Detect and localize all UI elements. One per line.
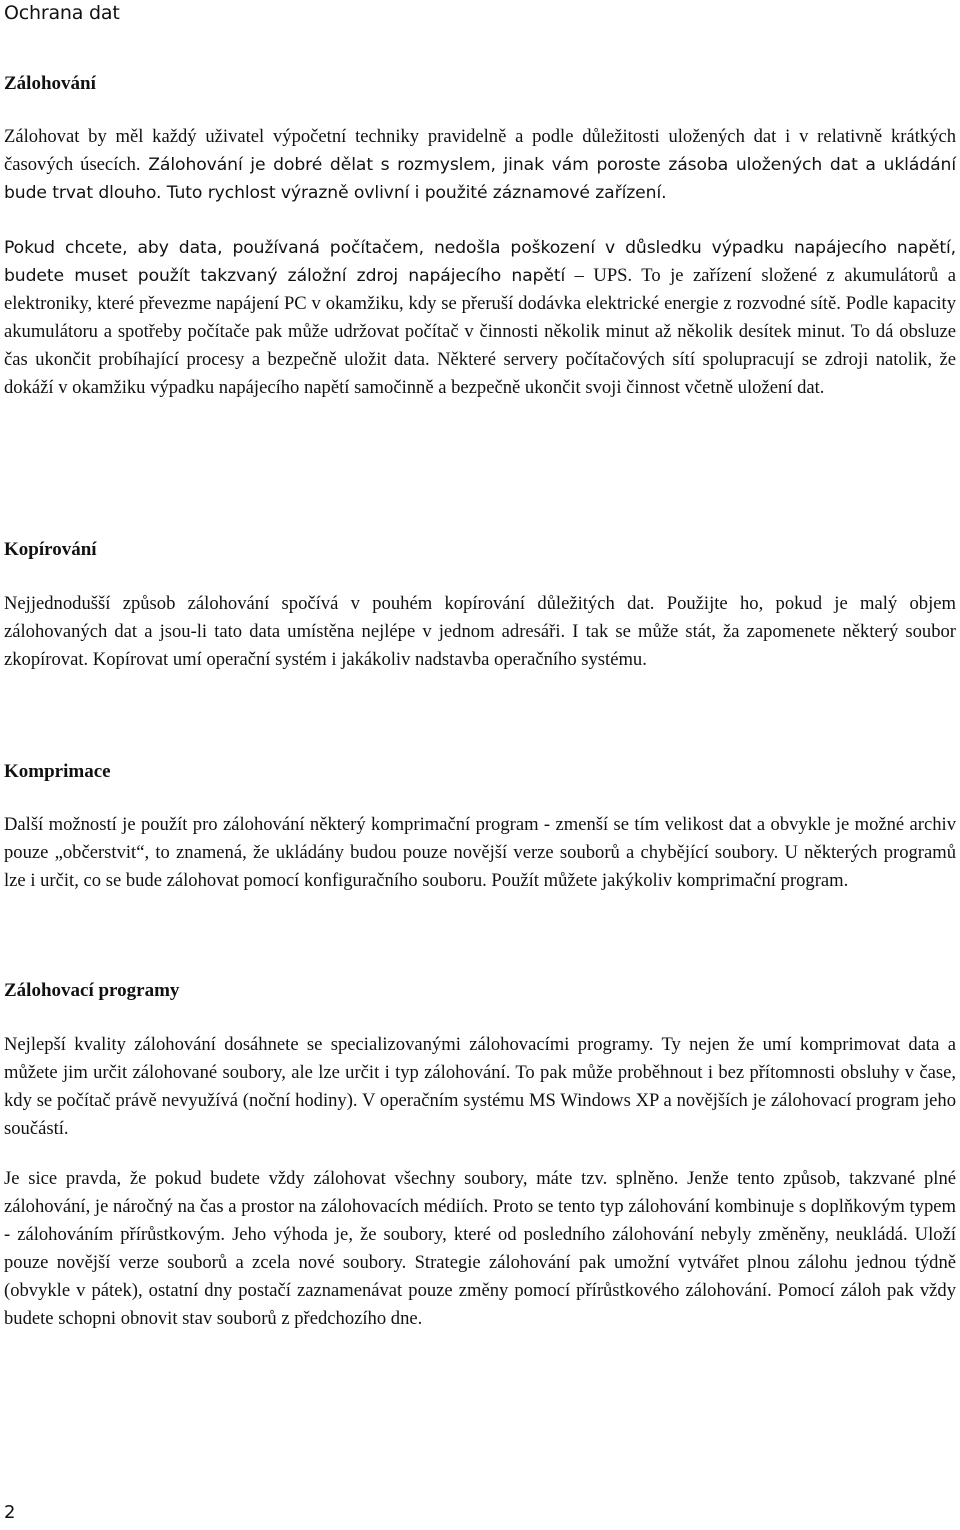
paragraph-zalohovaci-programy-1: Nejlepší kvality zálohování dosáhnete se specializovanými zálohovacími programy. Ty nejen že umí komprimovat data a můžete jim určit zálohované soubory, ale lze určit i typ zálohování. To pak může proběhnout i bez přítomnosti obsluhy v čase, kdy se počítač právě nevyužívá (noční hodiny). V operačním systému MS Windows XP a novějších je zálohovací program jeho součástí. (4, 1034, 956, 1139)
section-heading-zalohovani: Zálohování (4, 73, 96, 94)
paragraph-ups-sans: Pokud chcete, aby data, používaná počítačem, nedošla poškození v důsledku výpadku napájecího napětí, budete muset použít takzvaný záložní zdroj napájecího napětí (4, 238, 956, 286)
paragraph-ups-serif: – UPS. To je zařízení složené z akumulátorů a elektroniky, které převezme napájení PC v okamžiku, kdy se přeruší dodávka elektrické energie z rozvodné sítě. Podle kapacity akumulátoru a spotřeby počítače pak může udržovat počítač v činnosti několik minut až několik desítek minut. To dá obsluze čas ukončit probíhající procesy a bezpečně uložit data. Některé servery počítačových sítí spolupracují se zdroji natolik, že dokáží v okamžiku výpadku napájecího napětí samočinně a bezpečně ukončit svoji činnost včetně uložení dat. (4, 265, 956, 398)
paragraph-ups (4, 234, 956, 402)
document-header-title: Ochrana dat (4, 2, 120, 24)
section-heading-zalohovaci-programy: Zálohovací programy (4, 980, 180, 1001)
paragraph-komprimace: Další možností je použít pro zálohování některý komprimační program - zmenší se tím velikost dat a obvykle je možné archiv pouze „občerstvit“, to znamená, že ukládány budou pouze novější verze souborů a chybějící soubory. U některých programů lze i určit, co se bude zálohovat pomocí konfiguračního souboru. Použít můžete jakýkoliv komprimační program. (4, 814, 956, 891)
paragraph-zalohovani-intro-sans: Zálohování je dobré dělat s rozmyslem, jinak vám poroste zásoba uložených dat a ukládání bude trvat dlouho. Tuto rychlost výrazně ovlivní i použité záznamové zařízení. (4, 155, 956, 203)
paragraph-zalohovaci-programy-2: Je sice pravda, že pokud budete vždy zálohovat všechny soubory, máte tzv. splněno. Jenže tento způsob, takzvané plné zálohování, je náročný na čas a prostor na zálohovacích médiích. Proto se tento typ zálohování kombinuje s doplňkovým typem - zálohováním přírůstkovým. Jeho výhoda je, že soubory, které od posledního zálohování nebyly změněny, neukládá. Uloží pouze novější verze souborů a zcela nové soubory. Strategie zálohování pak umožní vytvářet plnou zálohu jednou týdně (obvykle v pátek), ostatní dny postačí zaznamenávat pouze změny pomocí přírůstkového zálohování. Pomocí záloh pak vždy budete schopni obnovit stav souborů z předchozího dne. (4, 1168, 956, 1329)
section-heading-komprimace: Komprimace (4, 761, 111, 782)
section-heading-kopirovani: Kopírování (4, 539, 97, 560)
page-number: 2 (4, 1502, 16, 1523)
paragraph-zalohovani-intro-serif: Zálohovat by měl každý uživatel výpočetní techniky pravidelně a podle důležitosti uložených dat i v relativně krátkých časových úsecích. (4, 126, 956, 175)
paragraph-kopirovani: Nejjednodušší způsob zálohování spočívá v pouhém kopírování důležitých dat. Použijte ho, pokud je malý objem zálohovaných dat a jsou-li tato data umístěna nejlépe v jednom adresáři. I tak se může stát, ža zapomenete některý soubor zkopírovat. Kopírovat umí operační systém i jakákoliv nadstavba operačního systému. (4, 593, 956, 670)
paragraph-zalohovani-intro (4, 123, 956, 207)
